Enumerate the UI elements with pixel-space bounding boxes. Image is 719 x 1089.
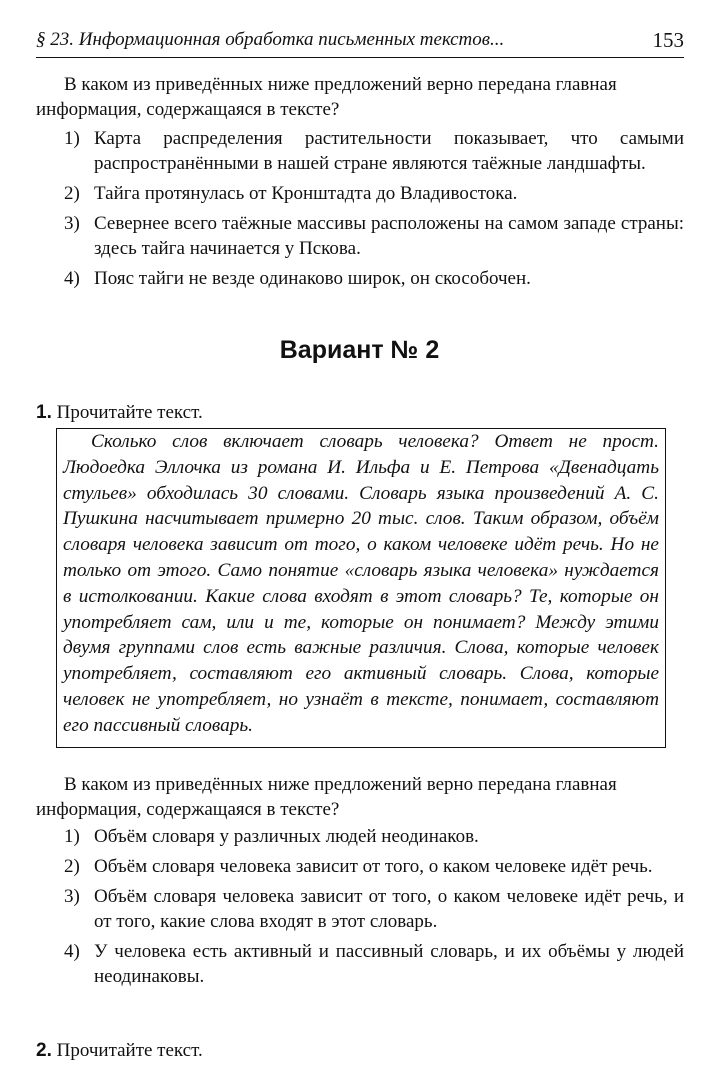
answer-number: 2)	[64, 183, 80, 204]
task-instruction: Прочитайте текст.	[56, 1040, 203, 1061]
answer-list-bottom	[64, 824, 684, 994]
answer-option	[64, 181, 684, 206]
answer-number: 4)	[64, 268, 80, 289]
page-number: 153	[652, 28, 684, 52]
question-line-1: В каком из приведённых ниже предложений верно передана главная	[64, 774, 617, 795]
answer-number: 1)	[64, 128, 80, 149]
question-line-2: информация, содержащаяся в тексте?	[36, 799, 340, 820]
answer-text: Севернее всего таёжные массивы расположены на самом западе страны: здесь тайга начинается у Пскова.	[94, 213, 684, 259]
answer-list-top	[64, 126, 684, 296]
answer-text: У человека есть активный и пассивный словарь, и их объёмы у людей неодинаковы.	[94, 941, 684, 987]
answer-option	[64, 824, 684, 849]
question-prompt-top	[36, 72, 684, 122]
running-head	[36, 28, 684, 52]
answer-option	[64, 939, 684, 989]
task-number: 2.	[36, 1040, 52, 1061]
question-prompt-bottom	[36, 772, 684, 822]
answer-option	[64, 266, 684, 291]
reading-text-box	[56, 428, 666, 748]
answer-option	[64, 884, 684, 934]
variant-title: Вариант № 2	[279, 336, 440, 364]
answer-text: Тайга протянулась от Кронштадта до Владивостока.	[94, 183, 518, 204]
task-2-label	[36, 1038, 203, 1063]
answer-number: 3)	[64, 886, 80, 907]
answer-text: Пояс тайги не везде одинаково широк, он скособочен.	[94, 268, 531, 289]
task-1-label	[36, 400, 203, 425]
question-line-2: информация, содержащаяся в тексте?	[36, 99, 340, 120]
reading-text: Сколько слов включает словарь человека? Ответ не прост. Людоедка Эллочка из романа И. Ильфа и Е. Петрова «Двенадцать стульев» обходилась 30 словами. Словарь языка произведений А. С. Пушкина насчитывает примерно 20 тыс. слов. Таким образом, объём словаря человека зависит от того, о каком человеке идёт речь. Но не только от этого. Само понятие «словарь языка человека» нуждается в истолковании. Какие слова входят в этот словарь? Те, которые он употребляет сам, или и те, которые он понимает? Между этими двумя группами слов есть важные различия. Слова, которые человек употребляет, составляют его активный словарь. Слова, которые человек не употребляет, но узнаёт в тексте, понимает, составляют его пассивный словарь.	[63, 431, 659, 736]
answer-option	[64, 211, 684, 261]
question-line-1: В каком из приведённых ниже предложений верно передана главная	[64, 74, 617, 95]
answer-number: 4)	[64, 941, 80, 962]
answer-text: Объём словаря человека зависит от того, о каком человеке идёт речь, и от того, какие слова входят в этот словарь.	[94, 886, 684, 932]
answer-option	[64, 854, 684, 879]
section-title: § 23. Информационная обработка письменных текстов...	[36, 29, 505, 50]
answer-text: Объём словаря человека зависит от того, о каком человеке идёт речь.	[94, 856, 653, 877]
answer-number: 3)	[64, 213, 80, 234]
answer-text: Объём словаря у различных людей неодинаков.	[94, 826, 479, 847]
task-number: 1.	[36, 402, 52, 423]
answer-text: Карта распределения растительности показывает, что самыми распространёнными в нашей стране являются таёжные ландшафты.	[94, 128, 684, 174]
answer-number: 1)	[64, 826, 80, 847]
header-rule	[36, 57, 684, 58]
answer-option	[64, 126, 684, 176]
answer-number: 2)	[64, 856, 80, 877]
task-instruction: Прочитайте текст.	[56, 402, 203, 423]
